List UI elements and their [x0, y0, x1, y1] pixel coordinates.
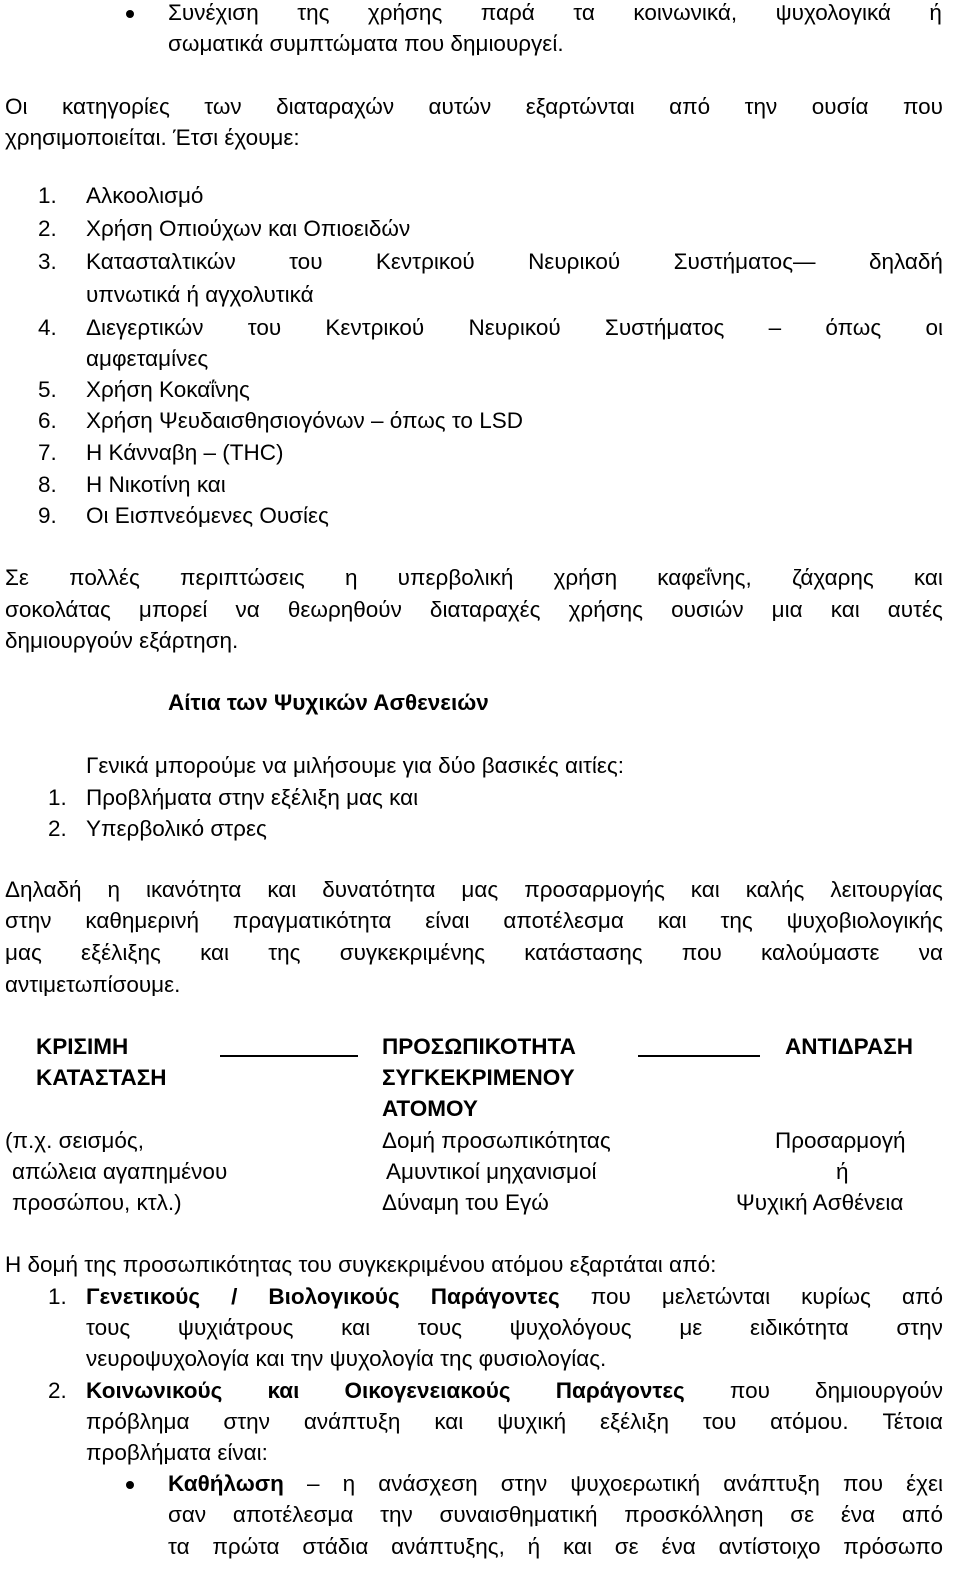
adaptation-para-line4: αντιμετωπίσουμε.	[5, 972, 181, 997]
word: στάδια	[302, 1534, 369, 1559]
word: των	[204, 94, 242, 119]
list-item	[86, 313, 943, 343]
word: αντίστοιχο	[718, 1534, 821, 1559]
list-number: 2.	[38, 216, 57, 241]
word: και	[341, 1315, 371, 1340]
intro-bullet-line2: σωματικά συμπτώματα που δημιουργεί.	[168, 31, 564, 56]
word: πολλές	[69, 565, 140, 590]
word: στην	[223, 1409, 270, 1434]
diagram-col2-head: ΠΡΟΣΩΠΙΚΟΤΗΤΑ	[382, 1034, 576, 1059]
section-heading: Αίτια των Ψυχικών Ασθενειών	[168, 690, 489, 715]
list-number: 8.	[38, 472, 57, 497]
word: κατηγορίες	[61, 94, 170, 119]
word: αυτών	[428, 94, 492, 119]
word: της	[268, 940, 301, 965]
word: συγκεκριμένης	[339, 940, 486, 965]
word: εξαρτώνται	[525, 94, 635, 119]
caffeine-para-line3: δημιουργούν εξάρτηση.	[5, 628, 239, 653]
word: ικανότητα	[145, 877, 242, 902]
diagram-col1-cell: (π.χ. σεισμός,	[5, 1128, 144, 1153]
word: του	[702, 1409, 737, 1434]
word: κυρίως	[801, 1284, 871, 1309]
word: παρά	[480, 0, 535, 25]
list-item	[86, 247, 943, 277]
word: και	[690, 877, 720, 902]
list-number: 5.	[38, 377, 57, 402]
word: που	[902, 94, 943, 119]
word: αποτέλεσμα	[232, 1502, 354, 1527]
bullet-dot	[126, 1481, 134, 1489]
word: χρήσης	[367, 0, 443, 25]
list-item: Υπερβολικό στρες	[86, 816, 267, 841]
word: Οικογενειακούς	[344, 1378, 511, 1403]
word: τα	[168, 1534, 190, 1559]
word: ανάπτυξη	[303, 1409, 401, 1434]
word: κατάστασης	[524, 940, 643, 965]
list-item: Χρήση Οπιούχων και Οπιοειδών	[86, 216, 411, 241]
word: που	[590, 1284, 631, 1309]
word: ψυχική	[497, 1409, 567, 1434]
word: ανάπτυξης,	[391, 1534, 505, 1559]
word: Συνέχιση	[168, 0, 259, 25]
word: ουσιών	[671, 597, 744, 622]
categories-intro-line1	[5, 92, 943, 122]
caffeine-para-line2	[5, 595, 943, 625]
word: στην	[500, 1471, 548, 1496]
word: ουσία	[811, 94, 869, 119]
list-number: 3.	[38, 249, 57, 274]
causes-intro: Γενικά μπορούμε να μιλήσουμε για δύο βασικές αιτίες:	[86, 753, 624, 778]
list-item-continuation: αμφεταμίνες	[86, 346, 209, 371]
word: –	[768, 315, 782, 340]
diagram-col2-head: ΣΥΓΚΕΚΡΙΜΕΝΟΥ	[382, 1065, 575, 1090]
word: υπερβολική	[397, 565, 514, 590]
diagram-col3-cell: ή	[836, 1159, 849, 1184]
word: κοινωνικά,	[633, 0, 738, 25]
list-number: 4.	[38, 315, 57, 340]
word: ένα	[840, 1502, 876, 1527]
word: Κοινωνικούς	[86, 1378, 223, 1403]
word: Κεντρικού	[325, 315, 425, 340]
diagram-col1-head: ΚΑΤΑΣΤΑΣΗ	[36, 1065, 167, 1090]
word: από	[669, 94, 711, 119]
list-number: 9.	[38, 503, 57, 528]
caffeine-para-line1	[5, 563, 943, 593]
list-item: Η Κάνναβη – (THC)	[86, 440, 284, 465]
word: του	[289, 249, 323, 274]
word: ψυχιάτρους	[177, 1315, 294, 1340]
word: Συστήματος	[604, 315, 725, 340]
word: στην	[896, 1315, 943, 1340]
list-item: Προβλήματα στην εξέλιξη μας και	[86, 785, 419, 810]
word: ψυχοβιολογικής	[786, 908, 943, 933]
structure-intro: Η δομή της προσωπικότητας του συγκεκριμένου ατόμου εξαρτάται από:	[5, 1252, 717, 1277]
word: δυνατότητα	[322, 877, 436, 902]
word: Γενετικούς	[86, 1284, 201, 1309]
word: και	[562, 1534, 592, 1559]
word: η	[107, 877, 120, 902]
diagram-col2-cell: Δύναμη του Εγώ	[382, 1190, 549, 1215]
word: σε	[790, 1502, 815, 1527]
factor-item1-line1	[86, 1282, 943, 1312]
fixation-line3	[168, 1532, 943, 1562]
word: ψυχολόγους	[509, 1315, 632, 1340]
word: Παράγοντες	[555, 1378, 685, 1403]
list-number: 1.	[38, 183, 57, 208]
word: μελετώνται	[661, 1284, 771, 1309]
categories-intro-line2: χρησιμοποιείται. Έτσι έχουμε:	[5, 125, 300, 150]
list-item: Οι Εισπνεόμενες Ουσίες	[86, 503, 329, 528]
word: με	[679, 1315, 703, 1340]
word: Νευρικού	[528, 249, 621, 274]
word: Τέτοια	[882, 1409, 943, 1434]
word: Νευρικού	[468, 315, 561, 340]
word: /	[231, 1284, 238, 1309]
word: καθημερινή	[85, 908, 199, 933]
word: καλής	[745, 877, 805, 902]
word: μας	[5, 940, 42, 965]
word: τους	[417, 1315, 462, 1340]
list-item: Αλκοολισμό	[86, 183, 204, 208]
factor-item2-line1	[86, 1376, 943, 1406]
list-item: Χρήση Κοκαΐνης	[86, 377, 250, 402]
word: σοκολάτας	[5, 597, 111, 622]
adaptation-para-line1	[5, 875, 943, 905]
word: αυτές	[887, 597, 943, 622]
diagram-col3-head: ΑΝΤΙΔΡΑΣΗ	[785, 1034, 914, 1059]
word: πρώτα	[212, 1534, 280, 1559]
adaptation-para-line3	[5, 938, 943, 968]
word: του	[247, 315, 282, 340]
word: την	[380, 1502, 413, 1527]
word: προσκόλληση	[624, 1502, 764, 1527]
word: πρόσωπο	[843, 1534, 943, 1559]
word: που	[729, 1378, 770, 1403]
word: ψυχολογικά	[775, 0, 891, 25]
diagram-col1-head: ΚΡΙΣΙΜΗ	[36, 1034, 129, 1059]
word: Κατασταλτικών	[86, 249, 236, 274]
word: στην	[5, 908, 52, 933]
word: χρήσης	[568, 597, 643, 622]
diagram-col2-head: ΑΤΟΜΟΥ	[382, 1096, 478, 1121]
bold-term: Καθήλωση	[168, 1471, 284, 1496]
list-number: 6.	[38, 408, 57, 433]
word: ανάπτυξη	[723, 1471, 820, 1496]
word: μπορεί	[138, 597, 208, 622]
diagram-col3-cell: Προσαρμογή	[775, 1128, 906, 1153]
list-item-continuation: υπνωτικά ή αγχολυτικά	[86, 282, 314, 307]
word: αποτέλεσμα	[503, 908, 624, 933]
word: θεωρηθούν	[287, 597, 402, 622]
word: της	[297, 0, 330, 25]
word: είναι	[425, 908, 470, 933]
word: και	[267, 877, 297, 902]
word: ένα	[661, 1534, 696, 1559]
word: Βιολογικούς	[268, 1284, 400, 1309]
factor-item2-line3: προβλήματα είναι:	[86, 1440, 268, 1465]
word: και	[657, 908, 687, 933]
word: έχει	[906, 1471, 943, 1496]
factor-item1-line3: νευροψυχολογία και την ψυχολογία της φυσιολογίας.	[86, 1346, 607, 1371]
list-number: 1.	[48, 785, 67, 810]
list-number: 2.	[48, 816, 67, 841]
word: εξέλιξης	[81, 940, 161, 965]
diagram-col2-cell: Δομή προσωπικότητας	[382, 1128, 611, 1153]
intro-bullet-line1	[168, 0, 942, 28]
word: χρήση	[553, 565, 618, 590]
fixation-line1	[168, 1469, 943, 1499]
word: μια	[771, 597, 803, 622]
word: ψυχοερωτική	[570, 1471, 701, 1496]
word: που	[681, 940, 722, 965]
word: μας	[461, 877, 499, 902]
word: σαν	[168, 1502, 207, 1527]
word: περιπτώσεις	[180, 565, 305, 590]
diagram-arrow-line	[638, 1055, 760, 1057]
word: Παράγοντες	[430, 1284, 560, 1309]
diagram-col2-cell: Αμυντικοί μηχανισμοί	[386, 1159, 597, 1184]
word: και	[830, 597, 860, 622]
bullet-dot	[126, 10, 134, 18]
word: Σε	[5, 565, 29, 590]
word: εξέλιξη	[600, 1409, 669, 1434]
adaptation-para-line2	[5, 906, 943, 936]
word: οι	[925, 315, 943, 340]
word: που	[842, 1471, 884, 1496]
diagram-col1-cell: απώλεια αγαπημένου	[12, 1159, 228, 1184]
word: Δηλαδή	[5, 877, 82, 902]
list-item: Χρήση Ψευδαισθησιογόνων – όπως το LSD	[86, 408, 523, 433]
fixation-line2	[168, 1500, 943, 1530]
word: Διεγερτικών	[86, 315, 204, 340]
word: Κεντρικού	[375, 249, 475, 274]
factor-item2-line2	[86, 1407, 943, 1437]
word: από	[901, 1502, 943, 1527]
word: διαταραχών	[276, 94, 395, 119]
word: ανάσχεση	[378, 1471, 478, 1496]
word: πρόβλημα	[86, 1409, 190, 1434]
word: να	[918, 940, 943, 965]
word: προσαρμογής	[524, 877, 665, 902]
list-number: 1.	[48, 1284, 67, 1309]
word: λειτουργίας	[830, 877, 943, 902]
word: καλούμαστε	[761, 940, 880, 965]
word: να	[235, 597, 260, 622]
word: και	[434, 1409, 464, 1434]
word: και	[913, 565, 943, 590]
list-number: 2.	[48, 1378, 67, 1403]
word: ή	[527, 1534, 541, 1559]
factor-item1-line2	[86, 1313, 943, 1343]
word: συναισθηματική	[439, 1502, 598, 1527]
word: ή	[929, 0, 942, 25]
word: η	[342, 1471, 356, 1496]
word: δημιουργούν	[815, 1378, 943, 1403]
word: σε	[614, 1534, 639, 1559]
word: ατόμου.	[770, 1409, 849, 1434]
word: Συστήματος—	[673, 249, 816, 274]
diagram-arrow-line	[220, 1055, 358, 1057]
word: η	[344, 565, 358, 590]
word: τους	[86, 1315, 131, 1340]
word: δηλαδή	[868, 249, 943, 274]
word: Οι	[5, 94, 28, 119]
word: από	[901, 1284, 943, 1309]
word: την	[744, 94, 778, 119]
diagram-col3-cell: Ψυχική Ασθένεια	[736, 1190, 904, 1215]
diagram-col1-cell: προσώπου, κτλ.)	[12, 1190, 182, 1215]
word: –	[306, 1471, 320, 1496]
word: και	[267, 1378, 300, 1403]
word: ειδικότητα	[749, 1315, 849, 1340]
word: τα	[573, 0, 595, 25]
word: της	[720, 908, 753, 933]
word: διαταραχές	[429, 597, 541, 622]
word: και	[200, 940, 230, 965]
list-item: Η Νικοτίνη και	[86, 472, 226, 497]
list-number: 7.	[38, 440, 57, 465]
word: καφεΐνης,	[657, 565, 752, 590]
word: όπως	[825, 315, 882, 340]
word: πραγματικότητα	[232, 908, 392, 933]
word: ζάχαρης	[791, 565, 874, 590]
